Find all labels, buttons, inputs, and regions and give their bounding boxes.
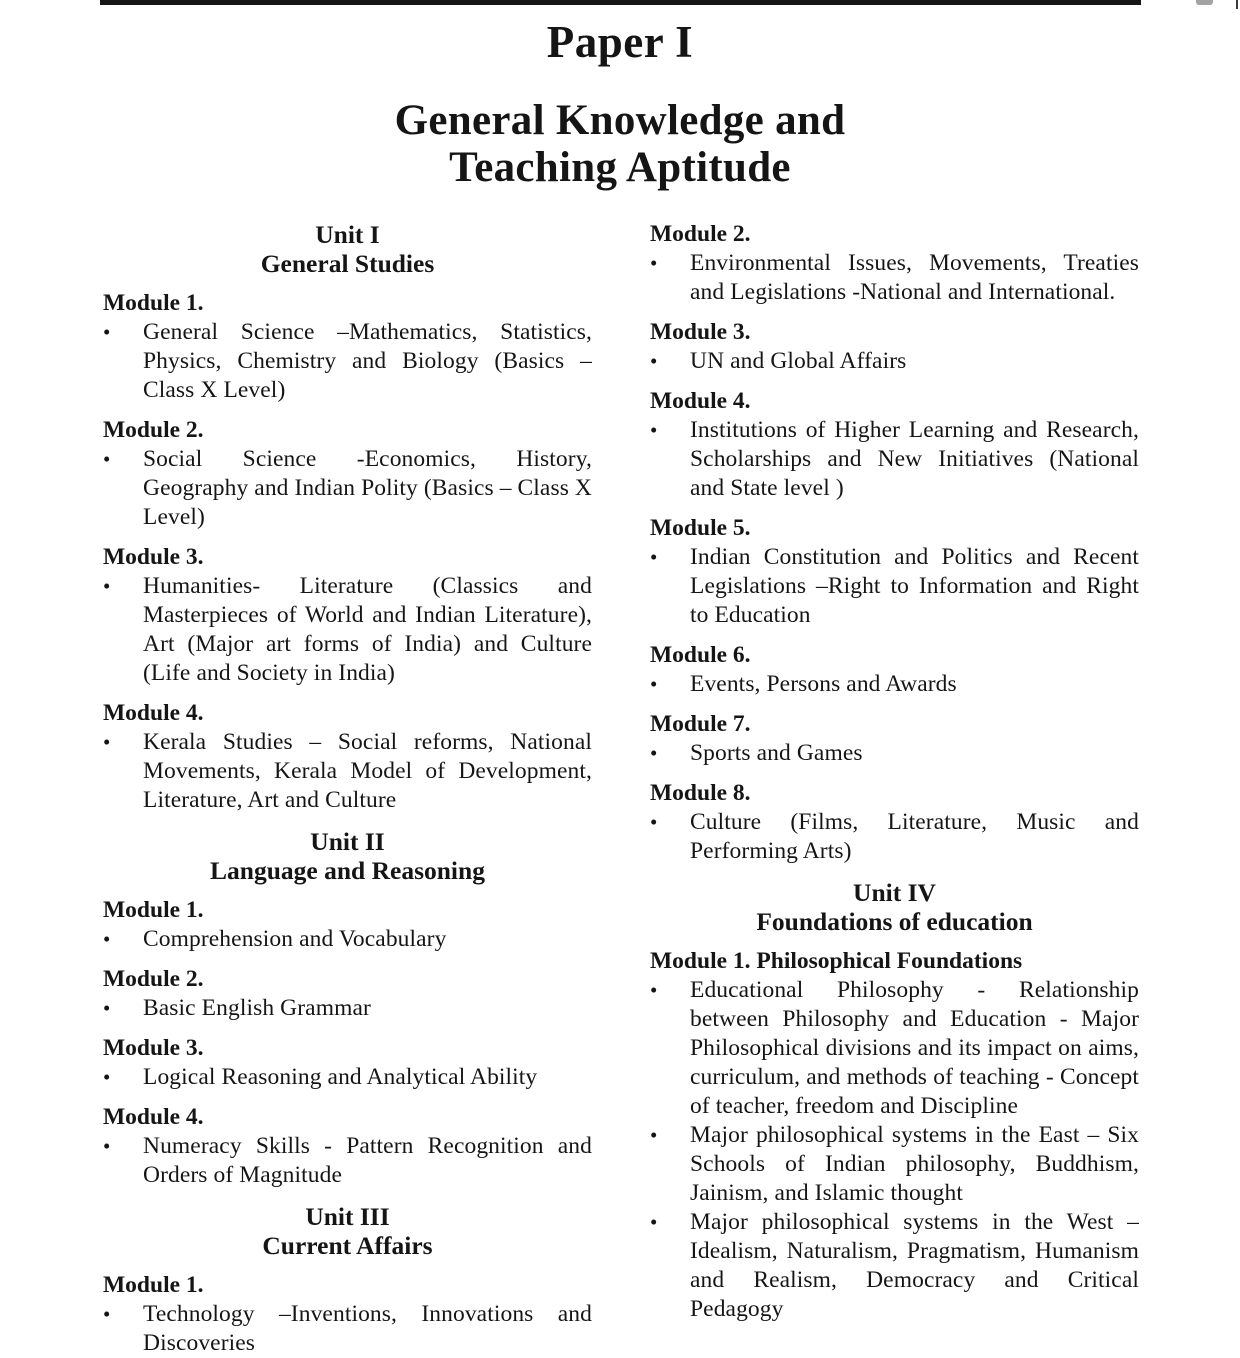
module-heading: Module 2.: [650, 220, 751, 247]
bullet-text: Humanities- Literature (Classics and Masterpieces of World and Indian Literature), Art (Major art forms of India) and Culture (Life and Society in India): [143, 572, 592, 686]
bullet-text: Major philosophical systems in the West – Idealism, Naturalism, Pragmatism, Humanism and Realism, Democracy and Critical Pedagogy: [690, 1208, 1139, 1322]
module-block: [650, 641, 1139, 699]
module-block: [650, 779, 1139, 866]
module-block: [103, 416, 592, 532]
bullet-text: Educational Philosophy - Relationship between Philosophy and Education - Major Philosophical divisions and its impact on aims, curriculum, and methods of teaching - Concept of teacher, freedom and Discipline: [690, 976, 1139, 1119]
bullet-item: [103, 1300, 592, 1358]
bullet-icon: •: [650, 348, 658, 373]
bullet-item: [103, 925, 592, 954]
bullet-text: Institutions of Higher Learning and Research, Scholarships and New Initiatives (National and State level ): [690, 416, 1139, 501]
bullet-text: Indian Constitution and Politics and Recent Legislations –Right to Information and Right to Education: [690, 543, 1139, 628]
bullet-item: [103, 1132, 592, 1190]
unit-heading-line: Foundations of education: [756, 906, 1033, 936]
unit-heading: [103, 827, 592, 885]
bullet-text: Social Science -Economics, History, Geography and Indian Polity (Basics – Class X Level): [143, 445, 592, 530]
bullet-text: Numeracy Skills - Pattern Recognition and Orders of Magnitude: [143, 1132, 592, 1188]
unit-heading-line: Unit I: [315, 219, 380, 249]
unit-heading-line: Language and Reasoning: [210, 855, 485, 885]
bullet-icon: •: [103, 926, 111, 951]
bullet-item: [103, 318, 592, 405]
bullet-icon: •: [650, 417, 658, 442]
unit-heading: [650, 878, 1139, 936]
bullet-item: [650, 543, 1139, 630]
bullet-item: [650, 1121, 1139, 1208]
bullet-icon: •: [650, 809, 658, 834]
module-heading: Module 1.: [103, 1271, 204, 1298]
module-block: [103, 1034, 592, 1092]
bullet-item: [650, 249, 1139, 307]
bullet-item: [650, 976, 1139, 1121]
module-block: [650, 220, 1139, 307]
document-subtitle: [0, 97, 1240, 192]
document-subtitle-line: General Knowledge and: [394, 97, 846, 144]
bullet-text: Environmental Issues, Movements, Treaties and Legislations -National and International.: [690, 249, 1139, 305]
left-column: [103, 220, 592, 1358]
module-heading: Module 2.: [103, 416, 204, 443]
bullet-icon: •: [650, 1209, 658, 1234]
bullet-text: Sports and Games: [690, 739, 863, 766]
module-block: [650, 387, 1139, 503]
module-heading: Module 1.: [103, 289, 204, 316]
bullet-item: [103, 445, 592, 532]
bullet-text: Major philosophical systems in the East – Six Schools of Indian philosophy, Buddhism, Jainism, and Islamic thought: [690, 1121, 1139, 1206]
unit-heading: [103, 220, 592, 278]
bullet-item: [103, 572, 592, 688]
unit-heading-line: Unit IV: [853, 877, 936, 907]
module-heading: Module 7.: [650, 710, 751, 737]
module-heading: Module 6.: [650, 641, 751, 668]
module-block: [103, 965, 592, 1023]
unit-heading-line: Unit II: [310, 826, 385, 856]
bullet-icon: •: [650, 250, 658, 275]
bullet-text: General Science –Mathematics, Statistics, Physics, Chemistry and Biology (Basics – Class X Level): [143, 318, 592, 403]
module-heading: Module 4.: [103, 699, 204, 726]
unit-heading-line: Unit III: [305, 1201, 390, 1231]
bullet-icon: •: [103, 1133, 111, 1158]
bullet-icon: •: [650, 671, 658, 696]
bullet-text: Culture (Films, Literature, Music and Performing Arts): [690, 808, 1139, 864]
scan-artifact-blob: [1196, 0, 1213, 5]
scan-artifact-tick: [1236, 0, 1238, 9]
module-heading: Module 1. Philosophical Foundations: [650, 947, 1023, 974]
module-heading: Module 1.: [103, 896, 204, 923]
module-heading: Module 3.: [103, 543, 204, 570]
bullet-text: Logical Reasoning and Analytical Ability: [143, 1063, 538, 1090]
bullet-icon: •: [103, 995, 111, 1020]
bullet-text: UN and Global Affairs: [690, 347, 907, 374]
bullet-item: [650, 739, 1139, 768]
bullet-icon: •: [103, 1064, 111, 1089]
bullet-icon: •: [103, 446, 111, 471]
document-header: [0, 0, 1240, 192]
document-title: Paper I: [546, 17, 694, 67]
bullet-item: [103, 728, 592, 815]
module-block: [650, 514, 1139, 630]
two-column-body: [0, 220, 1240, 1358]
module-heading: Module 3.: [103, 1034, 204, 1061]
bullet-icon: •: [103, 729, 111, 754]
bullet-icon: •: [650, 977, 658, 1002]
module-block: [103, 543, 592, 688]
right-column: [650, 220, 1139, 1358]
module-block: [103, 1103, 592, 1190]
bullet-icon: •: [103, 319, 111, 344]
bullet-text: Kerala Studies – Social reforms, National Movements, Kerala Model of Development, Literature, Art and Culture: [143, 728, 592, 813]
module-block: [103, 1271, 592, 1358]
bullet-icon: •: [103, 1301, 111, 1326]
unit-heading-line: General Studies: [260, 248, 435, 278]
bullet-item: [650, 1208, 1139, 1324]
bullet-text: Technology –Inventions, Innovations and Discoveries: [143, 1300, 592, 1356]
document-subtitle-line: Teaching Aptitude: [449, 144, 791, 192]
bullet-icon: •: [650, 544, 658, 569]
bullet-item: [650, 347, 1139, 376]
bullet-text: Basic English Grammar: [143, 994, 371, 1021]
module-heading: Module 3.: [650, 318, 751, 345]
module-block: [650, 947, 1139, 1324]
top-rule: [100, 0, 1141, 5]
bullet-icon: •: [650, 1122, 658, 1147]
unit-heading: [103, 1202, 592, 1260]
bullet-item: [103, 994, 592, 1023]
bullet-item: [650, 808, 1139, 866]
module-block: [103, 699, 592, 815]
module-block: [103, 289, 592, 405]
bullet-item: [650, 416, 1139, 503]
module-block: [650, 318, 1139, 376]
module-heading: Module 8.: [650, 779, 751, 806]
bullet-text: Events, Persons and Awards: [690, 670, 957, 697]
module-block: [650, 710, 1139, 768]
bullet-icon: •: [650, 740, 658, 765]
module-heading: Module 5.: [650, 514, 751, 541]
bullet-text: Comprehension and Vocabulary: [143, 925, 447, 952]
bullet-icon: •: [103, 573, 111, 598]
bullet-item: [650, 670, 1139, 699]
module-block: [103, 896, 592, 954]
module-heading: Module 4.: [650, 387, 751, 414]
module-heading: Module 4.: [103, 1103, 204, 1130]
unit-heading-line: Current Affairs: [262, 1230, 433, 1260]
module-heading: Module 2.: [103, 965, 204, 992]
bullet-item: [103, 1063, 592, 1092]
